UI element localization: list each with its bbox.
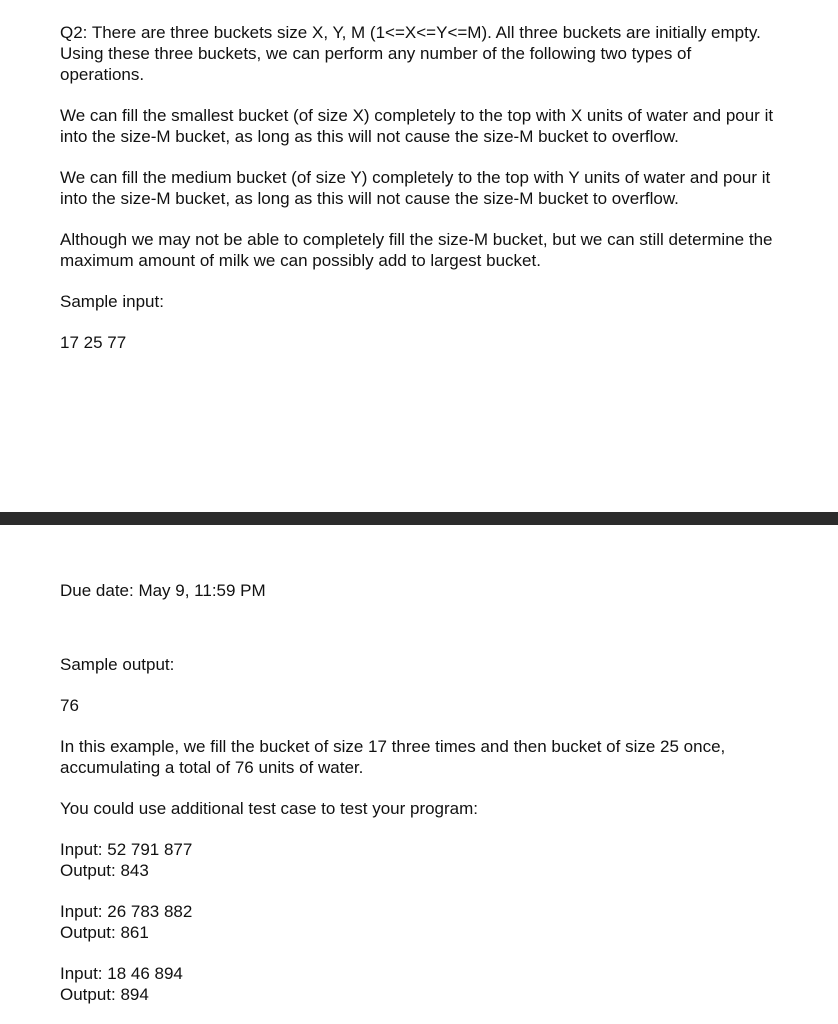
operation-two-paragraph: We can fill the medium bucket (of size Y) completely to the top with Y units of water and pour it into the size-M bucket, as long as this will not cause the size-M bucket to overflow.	[60, 168, 771, 208]
explanation-paragraph: In this example, we fill the bucket of size 17 three times and then bucket of size 25 once, accumulating a total of 76 units of water.	[60, 737, 726, 777]
test-case-input: Input: 18 46 894	[60, 964, 183, 983]
test-case	[60, 901, 778, 943]
page-divider	[0, 512, 838, 525]
question-paragraph: Q2: There are three buckets size X, Y, M (1<=X<=Y<=M). All three buckets are initially empty. Using these three buckets, we can perform any number of the following two types of operations.	[60, 23, 761, 84]
extra-tests-intro: You could use additional test case to test your program:	[60, 799, 479, 818]
sample-input-label: Sample input:	[60, 292, 164, 311]
top-page	[60, 22, 778, 353]
test-case-output: Output: 861	[60, 923, 149, 942]
bottom-page	[60, 580, 778, 1005]
test-case	[60, 839, 778, 881]
operation-one-paragraph: We can fill the smallest bucket (of size X) completely to the top with X units of water and pour it into the size-M bucket, as long as this will not cause the size-M bucket to overflow.	[60, 106, 774, 146]
sample-input-value: 17 25 77	[60, 333, 127, 352]
sample-output-label: Sample output:	[60, 655, 175, 674]
test-case-output: Output: 894	[60, 985, 149, 1004]
sample-output-value: 76	[60, 696, 79, 715]
test-case-input: Input: 52 791 877	[60, 840, 193, 859]
due-date: Due date: May 9, 11:59 PM	[60, 581, 266, 600]
test-case-input: Input: 26 783 882	[60, 902, 193, 921]
test-case	[60, 963, 778, 1005]
test-case-output: Output: 843	[60, 861, 149, 880]
goal-paragraph: Although we may not be able to completely fill the size-M bucket, but we can still determine the maximum amount of milk we can possibly add to largest bucket.	[60, 230, 773, 270]
